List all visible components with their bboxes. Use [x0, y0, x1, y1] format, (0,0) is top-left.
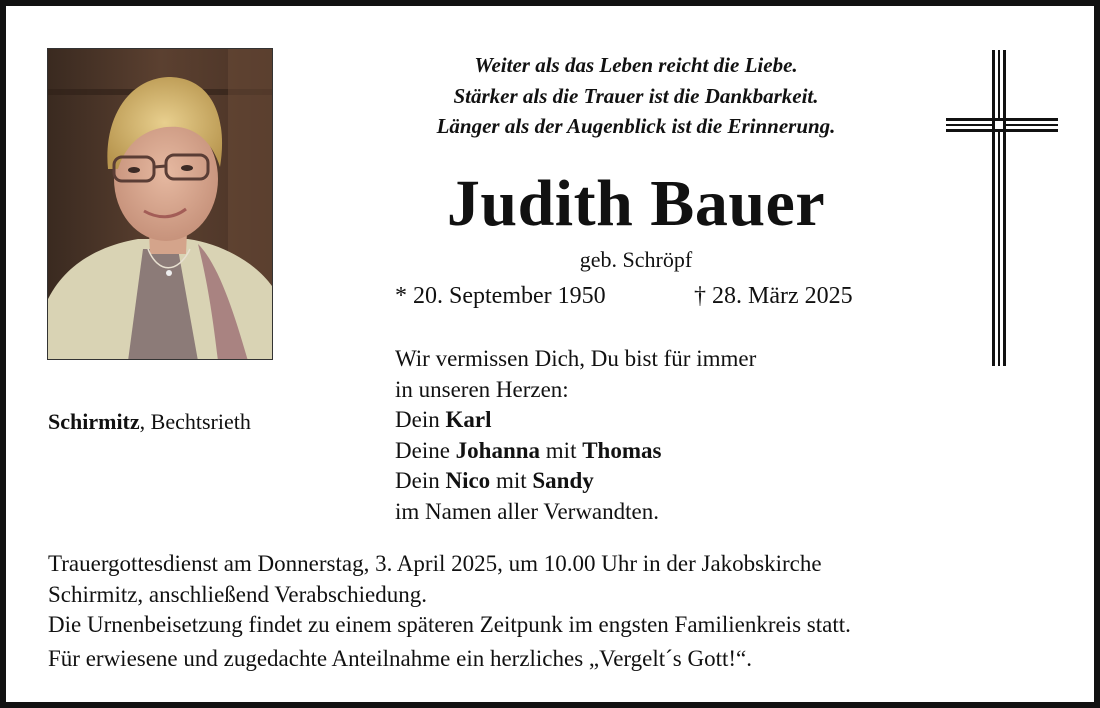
mourners-prefix: Dein	[395, 407, 446, 432]
service-notice	[48, 549, 851, 674]
notice-line: Trauergottesdienst am Donnerstag, 3. April 2025, um 10.00 Uhr in der Jakobskirche	[48, 551, 822, 576]
mourners-line: Wir vermissen Dich, Du bist für immer	[395, 346, 757, 371]
death-date: † 28. März 2025	[694, 283, 853, 309]
notice-line: Für erwiesene und zugedachte Anteilnahme ein herzliches „Vergelt´s Gott!“.	[48, 645, 753, 671]
mourners-line	[395, 405, 756, 436]
notice-line: Schirmitz, anschließend Verabschiedung.	[48, 581, 427, 607]
mourners-block	[395, 344, 756, 527]
place-primary: Schirmitz	[48, 409, 140, 434]
mourner-name: Johanna	[455, 437, 541, 463]
quote-line: Weiter als das Leben reicht die Liebe.	[474, 53, 798, 77]
birth-name: geb. Schröpf	[579, 247, 693, 272]
quote-line: Stärker als die Trauer ist die Dankbarkeit.	[453, 83, 819, 108]
mourner-name: Nico	[445, 468, 491, 493]
memorial-quote	[336, 50, 936, 142]
mourners-prefix: Deine	[395, 437, 456, 463]
mourner-name: Thomas	[582, 437, 662, 463]
place-line	[48, 407, 251, 437]
mourners-prefix: Dein	[395, 468, 446, 493]
mourners-connector: mit	[490, 468, 533, 493]
cross-icon	[946, 50, 1058, 366]
mourners-line	[395, 466, 756, 497]
mourner-name: Karl	[445, 407, 492, 432]
mourners-line: in unseren Herzen:	[395, 376, 569, 402]
quote-line: Länger als der Augenblick ist die Erinnerung.	[436, 114, 836, 138]
portrait-photo	[47, 48, 273, 360]
mourners-line: im Namen aller Verwandten.	[395, 498, 659, 524]
deceased-name: Judith Bauer	[446, 167, 826, 240]
mourners-connector: mit	[540, 437, 583, 463]
mourner-name: Sandy	[532, 468, 594, 493]
place-secondary: , Bechtsrieth	[139, 409, 251, 434]
mourners-line	[395, 436, 756, 467]
birth-date: * 20. September 1950	[395, 283, 606, 309]
notice-line: Die Urnenbeisetzung findet zu einem späteren Zeitpunk im engsten Familienkreis statt.	[48, 612, 851, 637]
